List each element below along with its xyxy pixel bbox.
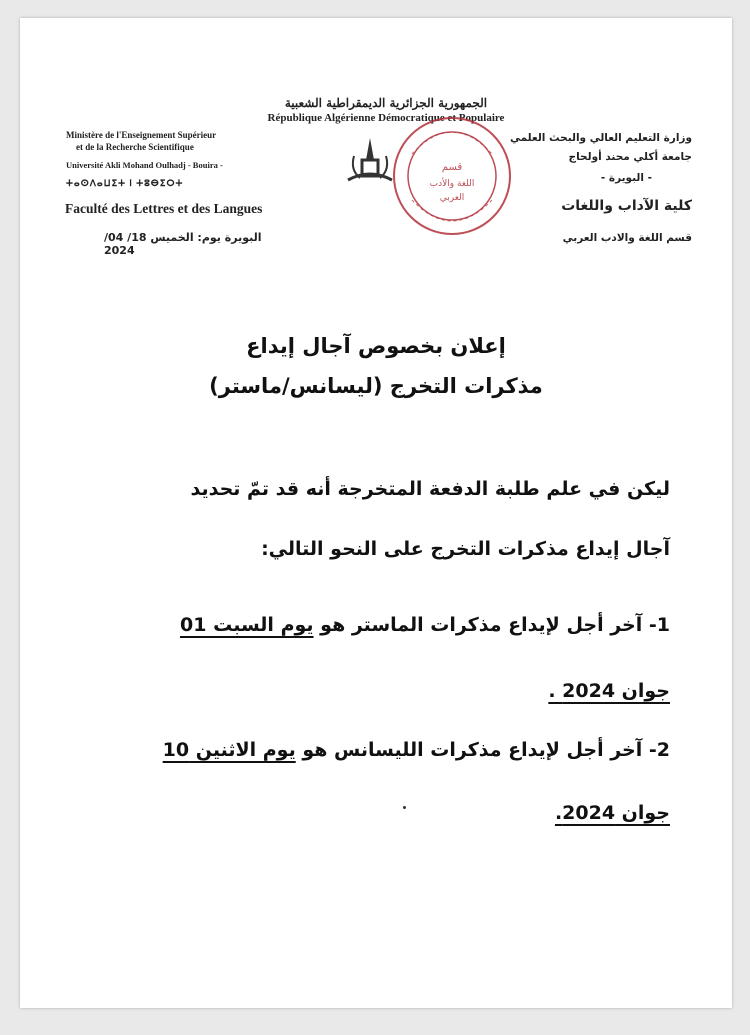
university-tifinagh: ⵜⴰⵙⴷⴰⵡⵉⵜ ⵏ ⵜⵓⴱⵉⵔⵜ xyxy=(66,178,184,188)
republic-name-fr: République Algérienne Démocratique et Populaire xyxy=(267,112,505,124)
document-date: البويرة يوم: الخميس 18/ 04/ 2024 xyxy=(104,231,262,257)
faculty-ar: كلية الآداب واللغات xyxy=(561,198,692,214)
deadline-item-master xyxy=(180,614,670,636)
body-paragraph-line2: آجال إيداع مذكرات التخرج على النحو التالي: xyxy=(261,538,670,560)
deadline-item-licence-text: 2- آخر أجل لإيداع مذكرات الليسانس هو xyxy=(295,739,670,761)
faculty-fr: Faculté des Lettres et des Langues xyxy=(65,201,263,216)
ministry-fr-line2: et de la Recherche Scientifique xyxy=(76,142,194,152)
ministry-ar: وزارة التعليم العالي والبحث العلمي xyxy=(509,132,692,144)
document-page xyxy=(20,18,732,1008)
department-stamp-icon xyxy=(390,114,514,238)
ministry-fr-line1: Ministère de l'Enseignement Supérieur xyxy=(66,130,217,140)
deadline-item-master-continued xyxy=(548,680,670,702)
university-ar: جامعة أكلي محند أولحاج xyxy=(568,151,692,163)
svg-text:اللغة والأدب: اللغة والأدب xyxy=(429,179,475,189)
deadline-item-licence-month: جوان 2024. xyxy=(554,802,670,824)
body-paragraph-line1: ليكن في علم طلبة الدفعة المتخرجة أنه قد تمّ تحديد xyxy=(190,478,670,500)
announcement-title-line2: مذكرات التخرج (ليسانس/ماستر) xyxy=(209,374,543,398)
republic-name-ar: الجمهورية الجزائرية الديمقراطية الشعبية xyxy=(284,96,488,110)
deadline-item-master-month: جوان 2024 . xyxy=(548,680,670,702)
deadline-item-licence xyxy=(163,739,670,761)
deadline-item-master-date: يوم السبت 01 xyxy=(180,614,314,636)
deadline-item-licence-continued xyxy=(555,802,670,824)
city-ar: - البويرة - xyxy=(600,172,652,184)
university-fr: Université Akli Mohand Oulhadj - Bouira - xyxy=(66,160,223,170)
ink-dot xyxy=(403,806,406,809)
svg-text:العربي: العربي xyxy=(439,193,465,203)
department-ar: قسم اللغة والادب العربي xyxy=(562,232,692,244)
announcement-title-line1: إعلان بخصوص آجال إيداع xyxy=(246,334,506,358)
svg-text:قسم: قسم xyxy=(441,162,463,173)
deadline-item-master-text: 1- آخر أجل لإيداع مذكرات الماستر هو xyxy=(313,614,670,636)
deadline-item-licence-date: يوم الاثنين 10 xyxy=(162,739,296,761)
